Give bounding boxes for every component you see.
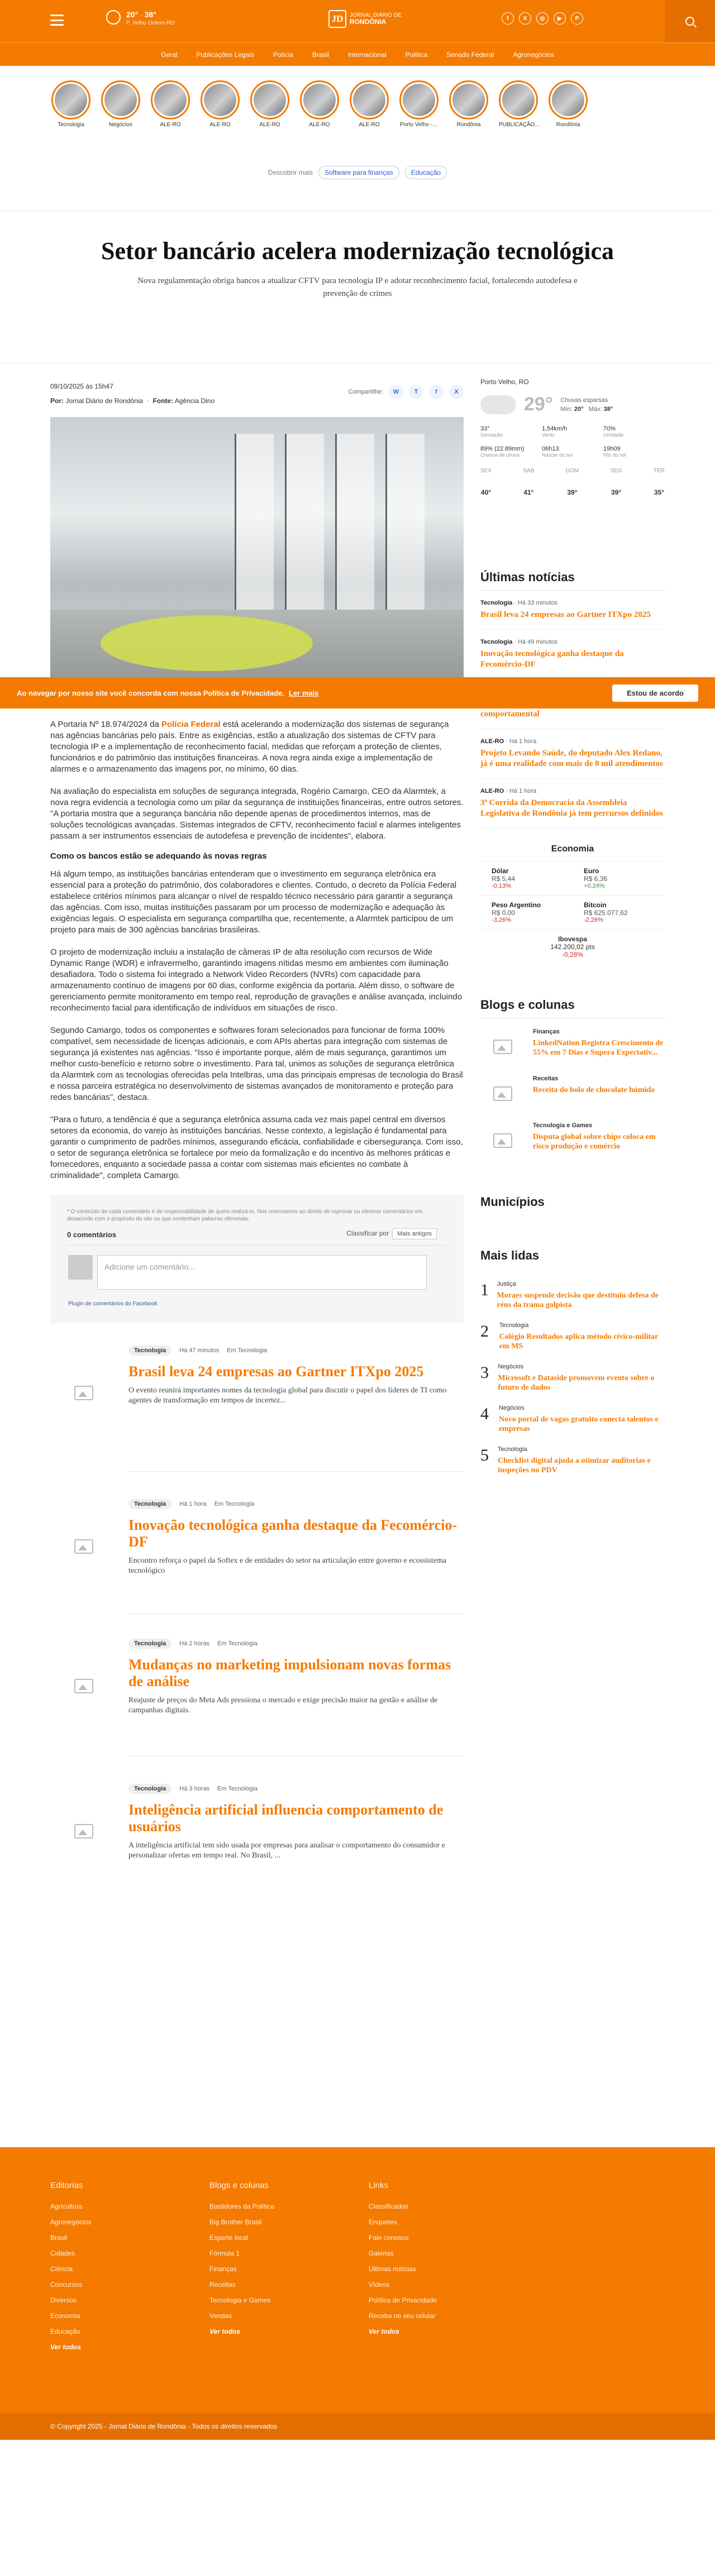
nav-item-brasil[interactable]: Brasil (312, 50, 329, 59)
story-thumbnail (204, 84, 236, 116)
footer-link[interactable]: Finanças (209, 2265, 237, 2273)
story-label: PUBLICAÇÃO… (499, 122, 541, 128)
most-read-item[interactable]: 5 Tecnologia Checklist digital ajuda a otimizar auditorias e inspeções no PDV (480, 1446, 665, 1475)
discover-chip[interactable]: Educação (405, 166, 447, 179)
feed-title[interactable]: Mudanças no marketing impulsionam novas formas de análise (128, 1656, 451, 1689)
footer-link[interactable]: Economia (50, 2312, 80, 2320)
footer-col-title: Blogs e colunas (209, 2181, 269, 2190)
feed-time: Há 3 horas (179, 1785, 210, 1792)
story-label: ALE-RO (259, 122, 280, 128)
latest-item-title[interactable]: 3ª Corrida da Democracia da Assembleia Legislativa de Rondônia já tem percursos definidos (480, 798, 664, 818)
footer-link[interactable]: Esporte local (209, 2234, 249, 2242)
article-paragraph: Há algum tempo, as instituições bancárias entenderam que o investimento em segurança eletrônica era essencial para a proteção do patrimônio, dos colaboradores e clientes. Contudo, o decreto da Polícia Federal estabelece critérios mínimos para alcançar o nível de respaldo técnico necessário para garantir a segurança das agências. Com isso, muitas instituições passaram por um processo de modernização e adequação às exigências legais. O especialista em segurança compartilha que, recentemente, a Alarmtek participou de um projeto para mais de 300 agências bancárias brasileiras. (50, 869, 457, 935)
nav-item-geral[interactable]: Geral (161, 50, 178, 59)
image-icon (74, 1679, 93, 1693)
latest-news-title: Últimas notícias (480, 570, 665, 591)
story-thumbnail (452, 84, 485, 116)
feed-title[interactable]: Brasil leva 24 empresas ao Gartner ITXpo 2025 (128, 1363, 424, 1380)
most-read-title-link[interactable]: Novo portal de vagas gratuito conecta talentos e empresas (498, 1415, 659, 1433)
blogs-widget (480, 998, 665, 1159)
feed-item[interactable] (128, 1784, 464, 1861)
weather-stat: 33° Sensação (480, 425, 503, 438)
feed-description: A inteligência artificial tem sido usada por empresas para analisar o comportamento do consumidor e personalizar ofertas em tempo real. No Brasil, ... (128, 1841, 445, 1860)
footer-link[interactable]: Diversos (50, 2296, 77, 2304)
blog-item[interactable]: Receitas Receita do bolo de chocolate húmido (480, 1075, 665, 1112)
story-label: ALE-RO (359, 122, 380, 128)
story-item[interactable] (399, 80, 438, 134)
site-logo[interactable] (328, 10, 402, 28)
municipios-widget (480, 1195, 665, 1215)
instagram-icon[interactable]: ◎ (536, 12, 549, 25)
comment-input[interactable]: Adicione um comentário... (97, 1255, 427, 1290)
image-icon (74, 1386, 93, 1400)
footer-link[interactable]: Receba no seu celular (369, 2312, 436, 2320)
most-read-item[interactable]: 4 Negócios Novo portal de vagas gratuito conecta talentos e empresas (480, 1405, 665, 1434)
forecast-day: SEG 39° (610, 468, 622, 496)
weather-stat: 89% (22.89mm) Chance de chuva (480, 446, 525, 458)
nav-item-senado-federal[interactable]: Senado Federal (446, 50, 494, 59)
stories-strip (0, 66, 715, 134)
article-source: Agência Dino (174, 397, 215, 405)
logo-line2: RONDÔNIA (350, 17, 387, 26)
story-item[interactable] (499, 80, 541, 134)
story-thumbnail (552, 84, 584, 116)
most-read-title-link[interactable]: Moraes suspende decisão que destituiu defesa de réus da trama golpista (497, 1291, 659, 1309)
latest-item[interactable]: Tecnologia · Há 49 minutos Inovação tecnológica ganha destaque da Fecomércio-DF (480, 630, 665, 679)
story-thumbnail (104, 84, 137, 116)
weather-temp: 29° (524, 394, 553, 415)
share-label: Compartilhe: (348, 389, 383, 395)
latest-item[interactable]: ALE-RO · Há 1 hora Projeto Levando Saúde, do deputado Alex Redano, já é uma realidade com mais de 8 mil atendimentos (480, 729, 665, 779)
image-icon (493, 1133, 512, 1148)
weather-condition: Chuvas esparsas (560, 396, 608, 404)
cookie-read-more-link[interactable]: Ler mais (289, 688, 319, 697)
footer (0, 2147, 715, 2413)
menu-icon[interactable] (50, 15, 64, 26)
story-thumbnail (353, 84, 385, 116)
search-icon (685, 17, 694, 26)
main-column (50, 363, 464, 1965)
header-temp-min: 20° (126, 10, 139, 19)
article-author: Jornal Diário de Rondônia (65, 397, 144, 405)
author-label: Por: (50, 397, 64, 405)
footer-link[interactable]: Últimas notícias (369, 2265, 416, 2273)
image-icon (493, 1086, 512, 1101)
story-label: Rondônia (556, 122, 580, 128)
sun-icon (106, 10, 121, 25)
currency-dolar: Dólar R$ 5,44 -0,13% (480, 861, 573, 896)
article-date: 09/10/2025 às 15h47 (50, 382, 113, 390)
story-item[interactable] (250, 80, 289, 134)
footer-link[interactable]: Cidades (50, 2249, 75, 2257)
currency-peso: Peso Argentino R$ 0,00 -3,26% (480, 896, 573, 930)
footer-link[interactable]: Classificados (369, 2202, 408, 2210)
feed-section: Em Tecnologia (214, 1501, 255, 1507)
forecast-day: SEX 40° (480, 468, 492, 496)
article-paragraph: Segundo Camargo, todos os componentes e softwares foram selecionados para funcionar de forma 100% compatível, sem necessidade de licenças adicionais, e com APIs abertas para integração com sistemas de segurança já existentes nas agências. "Isso é importante porque, além de mais segurança, garantimos um melhor custo-benefício e retorno sobre o investimento. Para tal, unimos as soluções de segurança eletrônica da Alarmtek com as tecnologias oferecidas pela Intelbras, uma das principais empresas de tecnologia do Brasil e nossa parceira estratégica no desenvolvimento de sistemas avançados de monitoramento e proteção para redes bancárias", destaca. (50, 1026, 463, 1102)
story-item[interactable] (350, 80, 389, 134)
story-label: Porto Velho -… (400, 122, 438, 128)
feed-item[interactable] (128, 1499, 464, 1576)
category-nav (0, 42, 715, 66)
latest-item-title[interactable]: comportamental (480, 710, 540, 719)
most-read-title-link[interactable]: Colégio Resultados aplica método cívico-militar em MS (499, 1333, 659, 1351)
story-item[interactable] (549, 80, 588, 134)
latest-item-title[interactable]: Brasil leva 24 empresas ao Gartner ITXpo 2025 (480, 610, 651, 619)
footer-col-editorias (50, 2181, 173, 2359)
footer-link[interactable]: Tecnologia e Games (209, 2296, 271, 2304)
footer-link[interactable]: Agronegócios (50, 2218, 92, 2226)
footer-col-blogs (209, 2181, 332, 2343)
whatsapp-icon[interactable]: W (389, 385, 403, 399)
image-icon (74, 1824, 93, 1838)
story-thumbnail (303, 84, 336, 116)
story-item[interactable] (449, 80, 488, 134)
feed-time: Há 2 horas (179, 1640, 210, 1647)
latest-item-title[interactable]: Inovação tecnológica ganha destaque da Fecomércio-DF (480, 649, 624, 669)
story-item[interactable] (300, 80, 339, 134)
article-image (50, 417, 464, 693)
feed-time: Há 1 hora (179, 1501, 207, 1507)
municipios-title: Municípios (480, 1195, 545, 1209)
weather-location: Porto Velho, RO (480, 378, 529, 386)
footer-link[interactable]: Big Brother Brasil (209, 2218, 262, 2226)
weather-forecast (480, 468, 665, 496)
latest-item[interactable]: ALE-RO · Há 1 hora 3ª Corrida da Democracia da Assembleia Legislativa de Rondônia já tem percursos definidos (480, 779, 665, 829)
most-read-title-link[interactable]: Microsoft e Dataside promovem evento sobre o futuro de dados (498, 1374, 655, 1392)
discover-chip[interactable]: Software para finanças (318, 166, 399, 179)
feed-time: Há 47 minutos (179, 1347, 220, 1354)
story-item[interactable] (51, 80, 90, 134)
facebook-plugin-link[interactable]: Plugin de comentários do Facebook (68, 1301, 158, 1307)
header-weather: 20° · 38° P. Velho Ontem-RO (106, 10, 175, 26)
article-paragraph: A Portaria Nº 18.974/2024 da Polícia Federal está acelerando a modernização dos sistemas de segurança nas agências bancárias pelo país. Entre as exigências, estão a atualização dos sistemas de CFTV para tecnologia IP e a implementação de reconhecimento facial, medidas que reforçam a proteção de clientes, funcionários e do patrimônio das instituições financeiras. A nova regra ainda exige a implementação de alarmes e o armazenamento das imagens por, no mínimo, 60 dias. (50, 720, 449, 774)
feed-tag[interactable]: Tecnologia (128, 1784, 171, 1794)
youtube-icon[interactable]: ▶ (554, 12, 566, 25)
copyright: © Copyright 2025 - Jornal Diário de Rondônia - Todos os direitos reservados (0, 2413, 715, 2440)
footer-link[interactable]: Bastidores da Política (209, 2202, 275, 2210)
article-title: Setor bancário acelera modernização tecnológica (101, 237, 614, 265)
most-read-item[interactable]: 3 Negócios Microsoft e Dataside promovem evento sobre o futuro de dados (480, 1363, 665, 1392)
feed-section: Em Tecnologia (217, 1640, 258, 1647)
header-weather-location: P. Velho Ontem-RO (126, 20, 175, 26)
blog-item[interactable]: Tecnologia e Games Disputa global sobre chips coloca em risco produção e comércio (480, 1122, 665, 1159)
weather-stat: 06h13 Nascer do sol (542, 446, 573, 458)
footer-col-title: Editorias (50, 2181, 83, 2190)
nav-item-publicacoes-legais[interactable]: Publicações Legais (196, 50, 254, 59)
x-twitter-icon[interactable]: X (519, 12, 531, 25)
story-thumbnail (55, 84, 87, 116)
article-paragraph: "Para o futuro, a tendência é que a segurança eletrônica assuma cada vez mais papel central em diversos setores da economia, do varejo às instituições bancárias. Nesse contexto, a legislação é fundamental para garantir o cumprimento de padrões mínimos, assegurando eficácia, confiabilidade e cibersegurança. Com isso, o setor de segurança eletrônica se fortalece por meio da formalização e do incentivo às melhores práticas e fornecedores, enquanto a sociedade passa a contar com sistemas mais eficientes no combate à criminalidade", completa Camargo. (50, 1115, 463, 1180)
most-read-item[interactable]: 2 Tecnologia Colégio Resultados aplica método cívico-militar em MS (480, 1322, 665, 1351)
footer-link[interactable]: Vendas (209, 2312, 232, 2320)
footer-link[interactable]: Educação (50, 2328, 80, 2335)
feed-thumbnail (50, 1661, 117, 1711)
most-read-title-link[interactable]: Checklist digital ajuda a otimizar auditorias e inspeções no PDV (498, 1457, 651, 1474)
story-label: Negócios (109, 122, 132, 128)
story-thumbnail (154, 84, 187, 116)
economy-widget (480, 844, 665, 964)
story-label: Tecnologia (58, 122, 84, 128)
currency-bitcoin: Bitcoin R$ 625.077,62 -2,26% (573, 896, 665, 930)
most-read-widget (480, 1248, 665, 1475)
story-item[interactable] (201, 80, 240, 134)
weather-widget: Porto Velho, RO 29° Chuvas esparsas Mín: 20° Máx: 38° 33° Sensação 1,54km/h Vento 70% Umidade 89% (22.89mm) Chance de chuva 06h13 Nascer do sol 19h09 Pôr do sol SEX 40° SAB 41° DOM 39° SEG 39° TER 35° (480, 378, 665, 496)
nav-item-internacional[interactable]: Internacional (347, 50, 387, 59)
most-read-item[interactable]: 1 Justiça Moraes suspende decisão que destituiu defesa de réus da trama golpista (480, 1281, 665, 1310)
story-label: ALE-RO (309, 122, 330, 128)
footer-link[interactable]: Vídeos (369, 2281, 390, 2288)
feed-section: Em Tecnologia (227, 1347, 268, 1354)
share-bar (349, 385, 464, 399)
pinterest-icon[interactable]: P (571, 12, 583, 25)
cookie-text: Ao navegar por nosso site você concorda com nossa Política de Privacidade. (17, 688, 284, 697)
article-paragraph: Na avaliação do especialista em soluções de segurança integrada, Rogério Camargo, CEO da Alarmtek, a nova regra evidencia a tecnologia como um pilar da segurança de instituições financeiras, entre outros setores. "A portaria mostra que a segurança bancária não depende apenas de procedimentos internos, mas de soluções tecnológicas avançadas. Sistemas integrados de CFTV, reconhecimento facial e alarmes inteligentes passam a ser instrumentos essenciais de autodefesa e prevenção de incidentes", elabora. (50, 787, 464, 841)
feed-title[interactable]: Inteligência artificial influencia comportamento de usuários (128, 1802, 444, 1835)
story-thumbnail (502, 84, 535, 116)
footer-col-links (369, 2181, 492, 2343)
footer-link[interactable]: Fale conosco (369, 2234, 409, 2242)
feed-description: Reajuste de preços do Meta Ads pressiona o mercado e exige precisão maior na gestão e análise de campanhas digitais. (128, 1696, 438, 1715)
header-temp-max: 38° (144, 10, 156, 19)
blog-item-title[interactable]: Receita do bolo de chocolate húmido (533, 1086, 655, 1094)
latest-item[interactable]: Tecnologia · Há 33 minutos Brasil leva 24 empresas ao Gartner ITXpo 2025 (480, 591, 665, 630)
twitter-share-icon[interactable]: X (449, 385, 464, 399)
footer-link[interactable]: Receitas (209, 2281, 236, 2288)
top-bar (0, 0, 715, 42)
footer-link[interactable]: Enquetes (369, 2218, 397, 2226)
footer-link[interactable]: Galerias (369, 2249, 394, 2257)
forecast-day: SAB 41° (523, 468, 535, 496)
cloud-icon (480, 395, 516, 414)
avatar (68, 1255, 93, 1280)
social-links (502, 12, 583, 25)
related-feed (50, 1323, 464, 1965)
feed-thumbnail (50, 1806, 117, 1856)
story-thumbnail (403, 84, 435, 116)
facebook-icon[interactable]: f (502, 12, 514, 25)
currency-euro: Euro R$ 6,36 +0,24% (573, 861, 665, 896)
content-layout (0, 363, 715, 2147)
cookie-accept-button[interactable]: Estou de acordo (612, 684, 698, 702)
nav-item-agronegocios[interactable]: Agronegócios (513, 50, 554, 59)
sidebar (480, 363, 665, 1475)
weather-stat: 70% Umidade (603, 425, 624, 438)
footer-col-title: Links (369, 2181, 389, 2190)
comments-sort: Classificar por Mais antigos (346, 1229, 437, 1237)
article-body (50, 719, 464, 1181)
blog-item-title[interactable]: Disputa global sobre chips coloca em risco produção e comércio (533, 1133, 656, 1151)
footer-see-all-link[interactable]: Ver todos (369, 2328, 399, 2335)
feed-thumbnail (50, 1521, 117, 1572)
footer-see-all-link[interactable]: Ver todos (209, 2328, 240, 2335)
article-subtitle: Nova regulamentação obriga bancos a atualizar CFTV para tecnologia IP e adotar reconhecimento facial, fortalecendo autodefesa e prevenção de crimes (137, 276, 578, 298)
feed-description: Encontro reforça o papel da Softex e de entidades do setor na articulação entre governo e ecossistema tecnológico (128, 1557, 447, 1575)
article-paragraph: O projeto de modernização incluiu a instalação de câmeras IP de alta resolução com recursos de Wide Dynamic Range (WDR) e infravermelho, garantindo imagens nítidas mesmo em ambientes com iluminação desafiadora. Todo o sistema foi integrado a Network Video Recorders (NVRs) com capacidade para armazenamento contínuo de imagens por 60 dias, conforme exigência da portaria. Além disso, o software de gerenciamento permite monitoramento em tempo real, reprodução de gravações e análise avançada, incluindo reconhecimento facial para identificação de indivíduos em situações de risco. (50, 947, 463, 1013)
logo-mark: JD (328, 10, 346, 28)
feed-item[interactable] (128, 1639, 464, 1716)
story-item[interactable] (151, 80, 190, 134)
story-label: ALE-RO (209, 122, 231, 128)
comments-section (50, 1195, 464, 1323)
footer-link[interactable]: Agricultura (50, 2202, 83, 2210)
policia-federal-link[interactable]: Polícia Federal (161, 720, 221, 729)
story-item[interactable] (101, 80, 140, 134)
most-read-title: Mais lidas (480, 1248, 540, 1262)
blogs-title: Blogs e colunas (480, 998, 665, 1018)
ibovespa: Ibovespa 142.200,02 pts -0,28% (550, 935, 595, 959)
footer-link[interactable]: Ciência (50, 2265, 73, 2273)
weather-min: 20° (574, 405, 584, 413)
feed-title[interactable]: Inovação tecnológica ganha destaque da Fecomércio-DF (128, 1517, 457, 1550)
image-icon (493, 1040, 512, 1054)
blog-item-title[interactable]: LinkedNation Registra Crescimento de 55% em 7 Dias e Supera Expectativ... (533, 1039, 664, 1057)
nav-item-politica[interactable]: Política (405, 50, 428, 59)
feed-thumbnail (50, 1368, 117, 1418)
facebook-share-icon[interactable]: f (429, 385, 444, 399)
search-button[interactable] (665, 0, 715, 42)
footer-link[interactable]: Fórmula 1 (209, 2249, 240, 2257)
latest-item-title[interactable]: Projeto Levando Saúde, do deputado Alex Redano, já é uma realidade com mais de 8 mil atendimentos (480, 749, 663, 768)
discover-more (0, 134, 715, 210)
economy-title: Economia (551, 844, 594, 854)
footer-link[interactable]: Brasil (50, 2234, 68, 2242)
footer-link[interactable]: Política de Privacidade (369, 2296, 437, 2304)
story-label: Rondônia (456, 122, 481, 128)
story-label: ALE-RO (160, 122, 181, 128)
discover-label: Descobrir mais (268, 168, 313, 176)
feed-tag[interactable]: Tecnologia (128, 1499, 171, 1509)
comments-count: 0 comentários (67, 1230, 117, 1239)
sort-select[interactable]: Mais antigos (392, 1228, 437, 1239)
forecast-day: DOM 39° (565, 468, 579, 496)
cookie-banner (0, 677, 715, 708)
footer-see-all-link[interactable]: Ver todos (50, 2343, 81, 2351)
weather-stats (480, 425, 665, 458)
article-subheading: Como os bancos estão se adequando às novas regras (50, 851, 267, 861)
source-label: Fonte: (152, 397, 174, 405)
feed-section: Em Tecnologia (217, 1785, 258, 1792)
blog-item[interactable]: Finanças LinkedNation Registra Crescimento de 55% em 7 Dias e Supera Expectativ... (480, 1028, 665, 1065)
footer-link[interactable]: Concursos (50, 2281, 83, 2288)
story-thumbnail (254, 84, 286, 116)
comments-notice: * O conteúdo de cada comentário é de responsabilidade de quem realizá-lo. Nos reservamos ao direito de reprovar ou eliminar comentários em desacordo com o propósito do site ou que contenham palavras ofensivas. (67, 1209, 423, 1222)
feed-item[interactable] (128, 1346, 464, 1406)
weather-stat: 19h09 Pôr do sol (603, 446, 626, 458)
weather-max: 38° (603, 405, 613, 413)
image-icon (74, 1539, 93, 1554)
nav-item-policia[interactable]: Polícia (273, 50, 293, 59)
forecast-day: TER 35° (654, 468, 665, 496)
feed-tag[interactable]: Tecnologia (128, 1639, 171, 1649)
feed-tag[interactable]: Tecnologia (128, 1346, 171, 1356)
logo-line1: JORNAL DIÁRIO DE (350, 12, 402, 18)
article-header (0, 211, 715, 363)
weather-stat: 1,54km/h Vento (542, 425, 568, 438)
article-meta: 09/10/2025 às 15h47 Por: Jornal Diário de Rondônia · Fonte: Agência Dino Compartilhe: W T f X (50, 363, 464, 408)
telegram-icon[interactable]: T (409, 385, 423, 399)
feed-description: O evento reunirá importantes nomes da tecnologia global para discutir o papel dos líderes de TI como agentes de transformação em tempos de incertez... (128, 1386, 447, 1405)
